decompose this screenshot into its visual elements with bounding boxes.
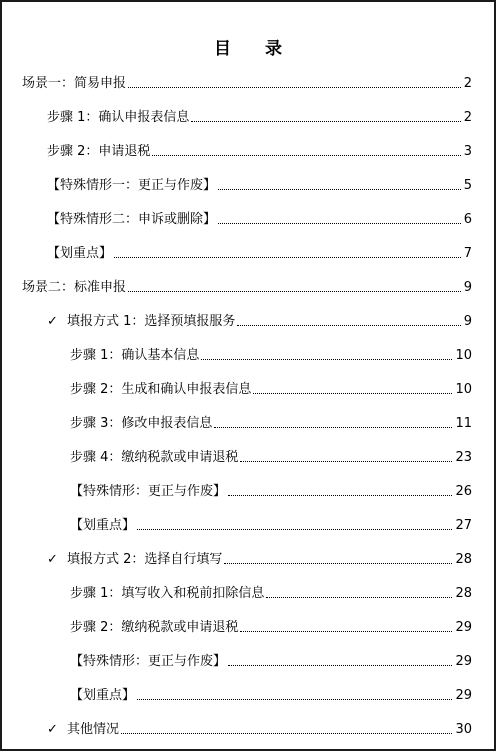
toc-entry-page: 11	[455, 416, 472, 431]
dot-leader	[228, 665, 452, 666]
dot-leader	[137, 529, 452, 530]
toc-entry-page: 28	[455, 586, 472, 601]
dot-leader	[266, 597, 452, 598]
toc-entry-page: 9	[463, 314, 472, 329]
dot-leader	[237, 325, 460, 326]
toc-entry[interactable]	[70, 650, 472, 670]
toc-entry-page: 10	[455, 382, 472, 397]
dot-leader	[228, 495, 452, 496]
toc-entry[interactable]	[47, 548, 472, 568]
toc-entry-label: 步骤 2：申请退税	[47, 144, 151, 159]
toc-entry-page: 2	[463, 76, 472, 91]
dot-leader	[137, 699, 452, 700]
dot-leader	[253, 393, 452, 394]
toc-entry-label: 步骤 2：缴纳税款或申请退税	[70, 620, 239, 635]
toc-entry-label: 填报方式 1：选择预填报服务	[67, 314, 236, 329]
toc-entry-label: 【特殊情形：更正与作废】	[70, 484, 227, 499]
dot-leader	[114, 257, 461, 258]
toc-entry[interactable]	[70, 582, 472, 602]
toc-entry[interactable]	[70, 344, 472, 364]
toc-entry-label: 【特殊情形一：更正与作废】	[47, 178, 217, 193]
toc-entry-page: 30	[455, 722, 472, 737]
toc-entry-page: 7	[463, 246, 472, 261]
toc-entry[interactable]	[22, 72, 472, 92]
check-icon: ✓	[47, 314, 58, 329]
toc-entry-label: 步骤 4：缴纳税款或申请退税	[70, 450, 239, 465]
dot-leader	[240, 461, 452, 462]
toc-entry-label: 步骤 2：生成和确认申报表信息	[70, 382, 252, 397]
toc-entry-label: 步骤 1：确认申报表信息	[47, 110, 190, 125]
dot-leader	[240, 631, 452, 632]
toc-entry-page: 23	[455, 450, 472, 465]
dot-leader	[128, 291, 461, 292]
toc-entry-page: 3	[463, 144, 472, 159]
dot-leader	[224, 563, 452, 564]
toc-entry-label: 【划重点】	[47, 246, 113, 261]
dot-leader	[152, 155, 460, 156]
toc-entry-page: 29	[455, 688, 472, 703]
toc-entry-label: 填报方式 2：选择自行填写	[67, 552, 223, 567]
toc-entry[interactable]	[70, 514, 472, 534]
toc-entry[interactable]	[70, 480, 472, 500]
toc-entry[interactable]	[47, 140, 472, 160]
dot-leader	[214, 427, 452, 428]
toc-entry-page: 27	[455, 518, 472, 533]
toc-entry[interactable]	[22, 276, 472, 296]
check-icon: ✓	[47, 722, 58, 737]
toc-entry-page: 29	[455, 654, 472, 669]
toc-entry[interactable]	[47, 718, 472, 738]
toc-entry[interactable]	[47, 106, 472, 126]
dot-leader	[218, 223, 461, 224]
toc-entry-label: 【特殊情形：更正与作废】	[70, 654, 227, 669]
toc-entry-page: 29	[455, 620, 472, 635]
toc-entry-label: 【划重点】	[70, 688, 136, 703]
toc-title: 目 录	[214, 39, 296, 59]
check-icon: ✓	[47, 552, 58, 567]
toc-entry[interactable]	[70, 412, 472, 432]
toc-entry[interactable]	[47, 208, 472, 228]
dot-leader	[218, 189, 461, 190]
toc-entry[interactable]	[70, 684, 472, 704]
toc-entry[interactable]	[47, 310, 472, 330]
toc-entry-page: 2	[463, 110, 472, 125]
toc-entry-label: 步骤 3：修改申报表信息	[70, 416, 213, 431]
toc-entry-page: 26	[455, 484, 472, 499]
toc-entry-label: 步骤 1：确认基本信息	[70, 348, 200, 363]
toc-entry-page: 9	[463, 280, 472, 295]
toc-entry[interactable]	[47, 242, 472, 262]
toc-entry[interactable]	[70, 378, 472, 398]
toc-entry-page: 28	[455, 552, 472, 567]
toc-entry-label: 【特殊情形二：申诉或删除】	[47, 212, 217, 227]
toc-entry-page: 5	[463, 178, 472, 193]
toc-entry-page: 6	[463, 212, 472, 227]
toc-entry-label: 场景二：标准申报	[22, 280, 127, 295]
dot-leader	[121, 733, 452, 734]
dot-leader	[191, 121, 460, 122]
toc-entry-label: 步骤 1：填写收入和税前扣除信息	[70, 586, 265, 601]
toc-entry[interactable]	[70, 446, 472, 466]
dot-leader	[128, 87, 461, 88]
toc-entry-page: 10	[455, 348, 472, 363]
dot-leader	[201, 359, 452, 360]
toc-entry-label: 其他情况	[67, 722, 120, 737]
toc-entry-label: 场景一：简易申报	[22, 76, 127, 91]
toc-entry-label: 【划重点】	[70, 518, 136, 533]
toc-entry[interactable]	[47, 174, 472, 194]
toc-entry[interactable]	[70, 616, 472, 636]
